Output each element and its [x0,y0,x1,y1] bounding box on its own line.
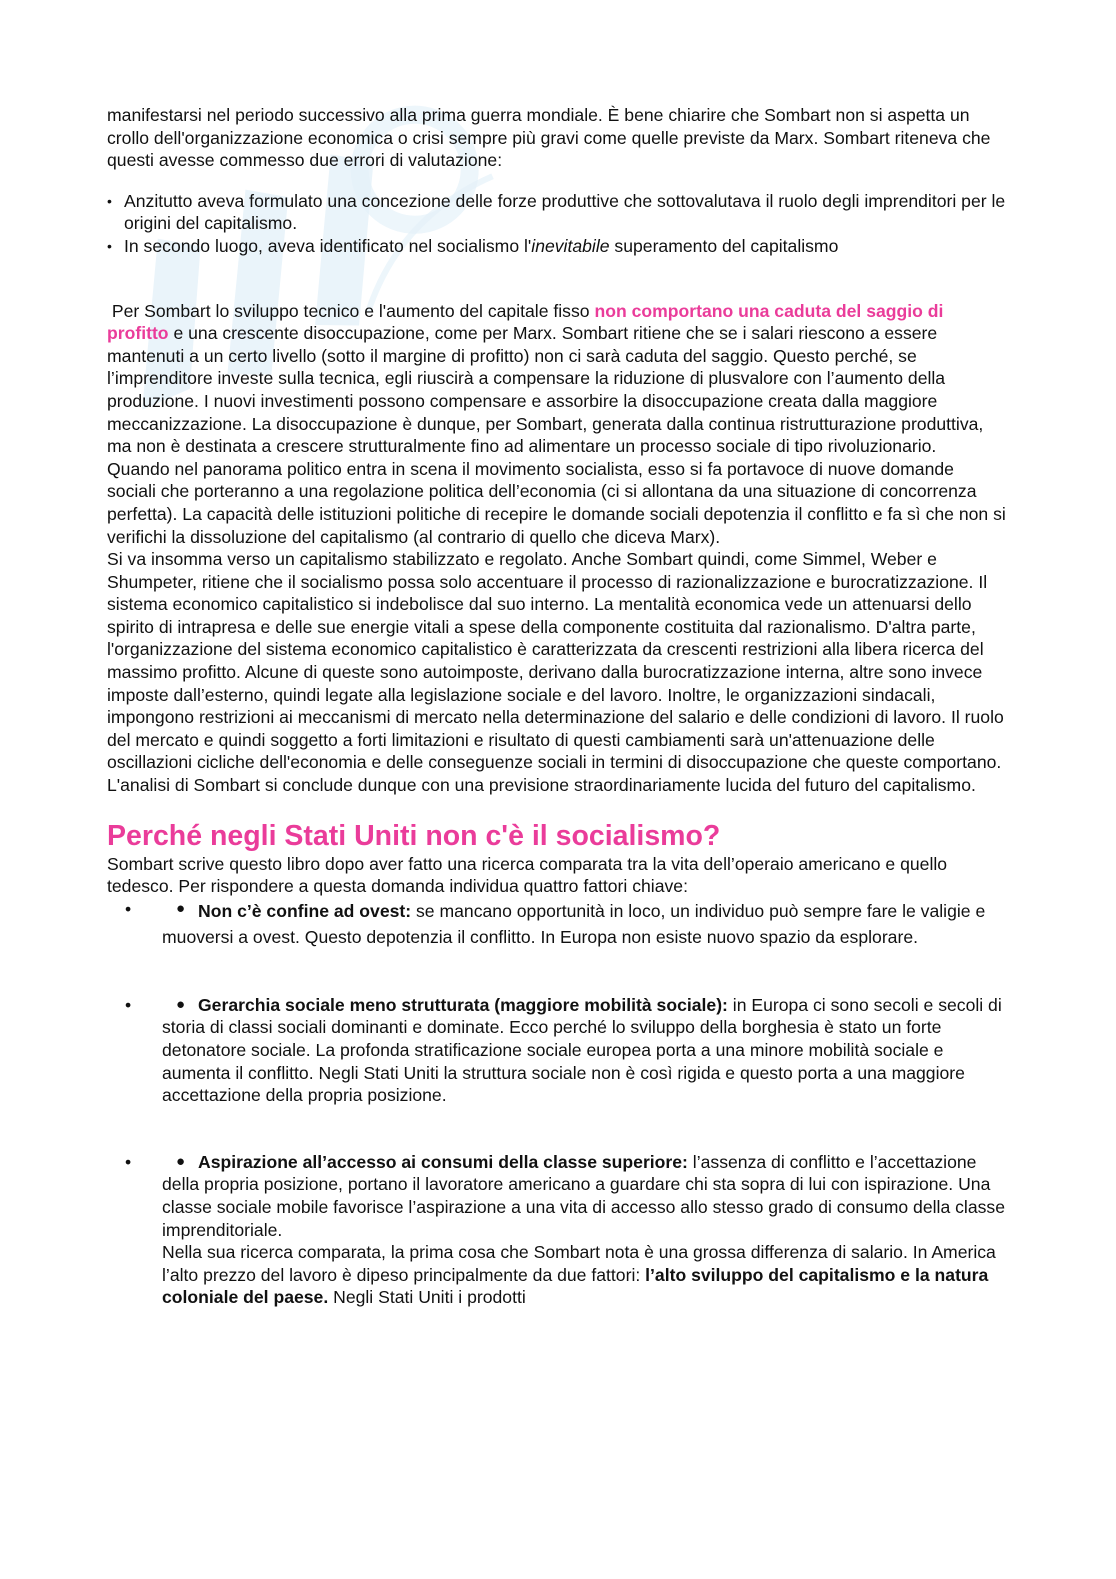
inner-bullet-icon: ● [176,1152,186,1170]
bullet-icon: • [107,237,112,254]
factor-item: • ● Aspirazione all’accesso ai consumi della classe superiore: l’assenza di conflitto e l’accettazione della propria posizione, portano il lavoratore americano a guardare chi sta sopra di lui con ispirazione. Una classe sociale mobile favorisce l’aspirazione a una vita di accesso allo stesso grado di consumo della classe imprenditoriale. Nella sua ricerca comparata, la prima cosa che Sombart nota è una grossa differenza di salario. In America l’alto prezzo del lavoro è dipeso principalmente da due fattori: l’alto sviluppo del capitalismo e la natura coloniale del paese. Negli Stati Uniti i prodotti [107,1151,1007,1309]
list-item: • In secondo luogo, aveva identificato nel socialismo l'inevitabile superamento del capitalismo [107,235,839,256]
factor-item: • ● Non c’è confine ad ovest: se mancano opportunità in loco, un individuo può sempre fare le valigie e muoversi a ovest. Questo depotenzia il conflitto. In Europa non esiste nuovo spazio da esplorare. [125,898,986,947]
wage-paragraph: Nella sua ricerca comparata, la prima cosa che Sombart nota è una grossa differenza di salario. In America l’alto prezzo del lavoro è dipeso principalmente da due fattori: l’alto sviluppo del capitalismo e la natura coloniale del paese. Negli Stati Uniti i prodotti [162,1242,996,1308]
stabilized-capitalism-paragraph: Si va insomma verso un capitalismo stabilizzato e regolato. Anche Sombart quindi, come Simmel, Weber e Shumpeter, ritiene che il socialismo possa solo accentuare il processo di razionalizzazione e burocratizzazione. Il sistema economico capitalistico si indebolisce dal suo interno. La mentalità economica vede un attenuarsi dello spirito di intrapresa e delle sue energie vitali a spese della componente costituita dal razionalismo. D'altra parte, l'organizzazione del sistema economico capitalistico è caratterizzata da crescenti restrizioni alla libera ricerca del massimo profitto. Alcune di queste sono autoimposte, derivano dalla burocratizzazione interna, altre sono invece imposte dall’esterno, quindi legate alla legislazione sociale e del lavoro. Inoltre, le organizzazioni sindacali, impongono restrizioni ai meccanismi di mercato nella determinazione del salario e delle condizioni di lavoro. Il ruolo del mercato e quindi soggetto a forti limitazioni e risultato di questi cambiamenti sarà un'attenuazione delle oscillazioni cicliche dell'economia e delle conseguenze sociali in termini di disoccupazione che queste comportano. L'analisi di Sombart si conclude dunque con una previsione straordinariamente lucida del futuro del capitalismo. [107,549,1004,796]
document-page [107,104,1007,1309]
factor-item: • ● Gerarchia sociale meno strutturata (maggiore mobilità sociale): in Europa ci sono secoli e secoli di storia di classi sociali dominanti e dominate. Ecco perché lo sviluppo della borghesia è stato un forte detonatore sociale. La profonda stratificazione sociale europea porta a una minore mobilità sociale e aumenta il conflitto. Negli Stati Uniti la struttura sociale non è così rigida e questo porta a una maggiore accettazione della propria posizione. [125,994,1002,1106]
inner-bullet-icon: ● [176,899,186,917]
highlight-text: non comportano una caduta del saggio di profitto [107,300,949,344]
outer-bullet-icon: • [125,994,132,1015]
errors-list [107,190,1007,258]
profit-paragraph: Per Sombart lo sviluppo tecnico e l'aumento del capitale fisso non comportano una caduta del saggio di profitto e una crescente disoccupazione, come per Marx. Sombart ritiene che se i salari riescono a essere mantenuti a un certo livello (sotto il margine di profitto) non ci sarà caduta del saggio. Questo perché, se l’imprenditore investe sulla tecnica, egli riuscirà a compensare la riduzione di plusvalore con l’aumento della produzione. I nuovi investimenti possono compensare e assorbire la disoccupazione creata dalla maggiore meccanizzazione. La disoccupazione è dunque, per Sombart, generata dalla continua ristrutturazione produttiva, ma non è destinata a crescere strutturalmente fino ad alimentare un processo sociale di tipo rivoluzionario. [107,300,989,457]
list-item: • Anzitutto aveva formulato una concezione delle forze produttive che sottovalutava il ruolo degli imprenditori per le origini del capitalismo. [107,190,1006,234]
factor-title: Gerarchia sociale meno strutturata (maggiore mobilità sociale): [198,994,728,1015]
section-intro: Sombart scrive questo libro dopo aver fatto una ricerca comparata tra la vita dell’operaio americano e quello tedesco. Per rispondere a questa domanda individua quattro fattori chiave: [107,853,948,897]
outer-bullet-icon: • [125,898,132,919]
factor-title: Aspirazione all’accesso ai consumi della classe superiore: [198,1151,688,1172]
outer-bullet-icon: • [125,1151,132,1172]
intro-paragraph: manifestarsi nel periodo successivo alla prima guerra mondiale. È bene chiarire che Sombart non si aspetta un crollo dell'organizzazione economica o crisi sempre più gravi come quelle previste da Marx. Sombart riteneva che questi avesse commesso due errori di valutazione: [107,105,991,171]
factor-title: Non c’è confine ad ovest: [198,900,412,921]
bullet-icon: • [107,192,112,209]
section-heading: Perché negli Stati Uniti non c'è il socialismo? [107,819,721,852]
socialist-movement-paragraph: Quando nel panorama politico entra in scena il movimento socialista, esso si fa portavoce di nuove domande sociali che porteranno a una regolazione politica dell’economia (ci si allontana da una situazione di concorrenza perfetta). La capacità delle istituzioni politiche di recepire le domande sociali depotenzia il conflitto e fa sì che non si verifichi la dissoluzione del capitalismo (al contrario di quello che diceva Marx). [107,458,1006,547]
inner-bullet-icon: ● [176,995,186,1013]
